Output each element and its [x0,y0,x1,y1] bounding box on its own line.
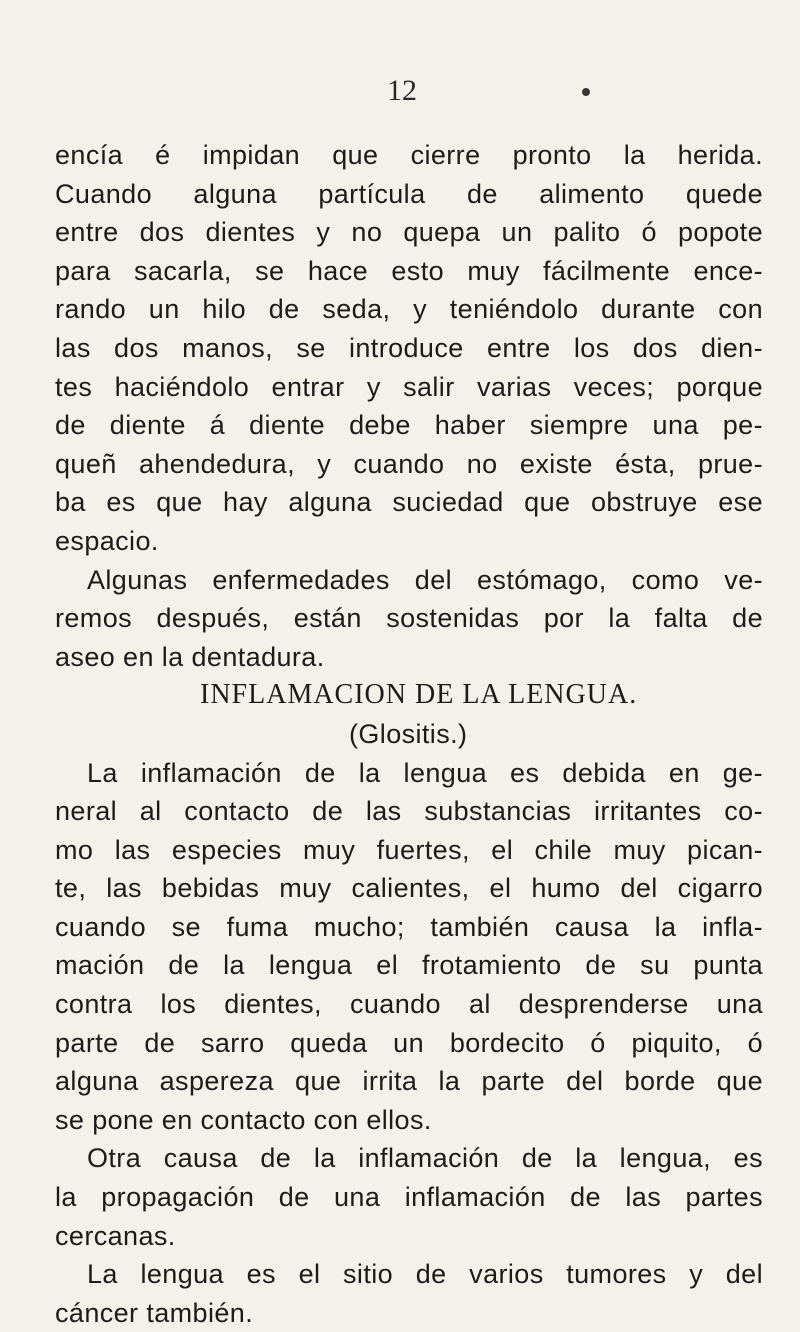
text-line: se pone en contacto con ellos. [55,1104,432,1135]
text-line: la propagación de una inflamación de las partes [55,1182,763,1213]
text-line: encía é impidan que cierre pronto la herida. [55,140,763,170]
text-line: queñ ahendedura, y cuando no existe ésta, prue- [55,448,763,479]
text-line: ba es que hay alguna suciedad que obstruye ese [55,487,763,518]
body-text [55,136,763,1332]
ink-spot [582,88,590,96]
text-line: Cuando alguna partícula de alimento quede [55,178,763,209]
text-line: aseo en la dentadura. [55,641,325,672]
text-line: alguna aspereza que irrita la parte del borde que [55,1066,763,1097]
text-line: rando un hilo de seda, y teniéndolo durante con [55,294,763,325]
text-line: entre dos dientes y no quepa un palito ó popote [55,217,763,248]
page-number: 12 [387,74,417,107]
text-line: de diente á diente debe haber siempre una pe- [55,410,763,441]
text-line: parte de sarro queda un bordecito ó piquito, ó [55,1027,763,1058]
text-line: La lengua es el sitio de varios tumores y del [87,1259,763,1290]
text-line: cercanas. [55,1220,176,1251]
text-line: neral al contacto de las substancias irritantes co- [55,796,763,827]
text-line: espacio. [55,525,159,556]
text-line: te, las bebidas muy calientes, el humo del cigarro [55,873,763,904]
section-heading: INFLAMACION DE LA LENGUA. [200,679,638,711]
text-line: las dos manos, se introduce entre los dos dien- [55,332,763,363]
text-line: Algunas enfermedades del estómago, como ve- [87,564,763,595]
text-line: mo las especies muy fuertes, el chile muy pican- [55,834,763,865]
text-line: La inflamación de la lengua es debida en ge- [87,757,763,788]
text-line: tes haciéndolo entrar y salir varias veces; porque [55,371,763,402]
section-subheading: (Glositis.) [349,718,468,749]
text-line: mación de la lengua el frotamiento de su punta [55,950,763,981]
text-line: para sacarla, se hace esto muy fácilmente ence- [55,255,763,286]
text-line: cuando se fuma mucho; también causa la infla- [55,911,763,942]
text-line: Otra causa de la inflamación de la lengua, es [87,1143,763,1174]
text-line: contra los dientes, cuando al desprenderse una [55,989,763,1020]
text-line: cáncer también. [55,1297,254,1328]
text-line: remos después, están sostenidas por la falta de [55,603,763,634]
